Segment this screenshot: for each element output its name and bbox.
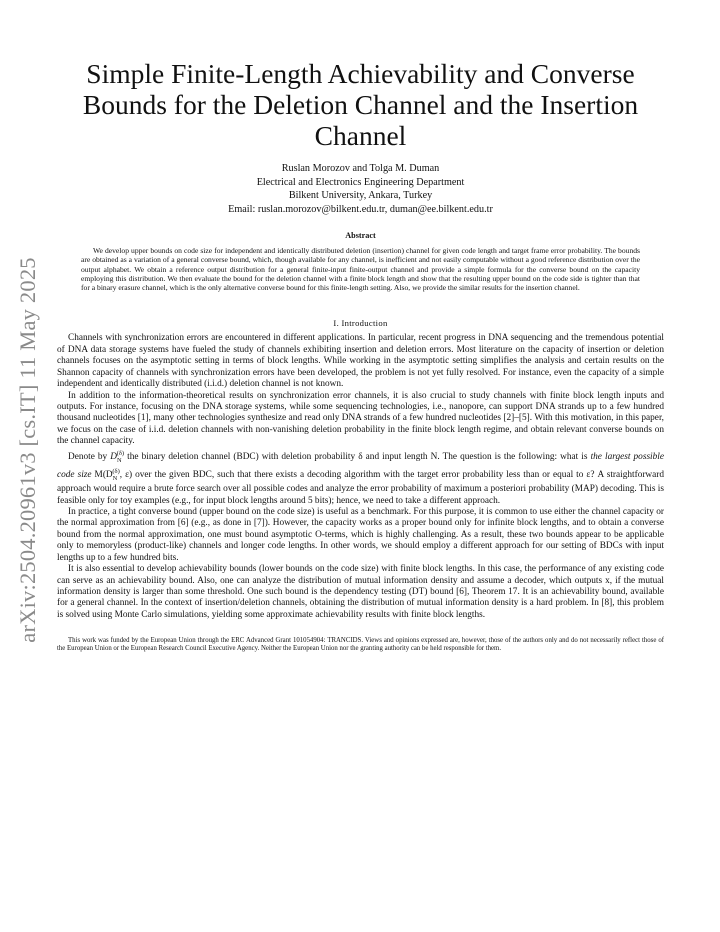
p3-text-b: the binary deletion channel (BDC) with deletion probability δ and input length N. The question is the following: what is [124, 451, 591, 462]
author-department: Electrical and Electronics Engineering Department [256, 176, 465, 188]
author-names: Ruslan Morozov and Tolga M. Duman [281, 163, 440, 174]
title-line-3: Channel [314, 120, 407, 151]
p3-text-c: over the given BDC, such that there exists a decoding algorithm with the target error probability less than or equal to ε? A straightforward approach would require a brute force search over all possible codes and analyze the error probability of maximum a posteriori probability (MAP) decoding. This is feasible only for toy examples (e.g., for input block lengths around 5 bits); hence, we need to take a different approach. [57, 470, 665, 506]
intro-paragraph-4: In practice, a tight converse bound (upper bound on the code size) is useful as a benchmark. For this purpose, it is common to use either the channel capacity or the normal approximation from [6] (e.g., as done in [7]). However, the capacity works as a proper bound only for infinite block lengths, and to obtain a converse bound from the normal approximation, one must bound asymptotic O-terms, which is highly challenging. As a result, these two bounds appear to be applicable only to memoryless (product-like) channels and longer code lengths. In other words, we should employ a different approach for our setting of BDCs with input lengths up to a few hundred bits. [57, 507, 664, 563]
code-size-expr-b: , ε) [119, 470, 133, 480]
paper-title [57, 58, 664, 151]
p3-text-a: Denote by [68, 451, 111, 462]
author-email: Email: ruslan.morozov@bilkent.edu.tr, duman@ee.bilkent.edu.tr [228, 203, 493, 215]
bdc-subscript: N [117, 456, 122, 464]
code-size-subscript: N [112, 474, 118, 482]
section-heading-introduction: I. Introduction [333, 318, 388, 329]
code-size-expr-a: M(D [91, 470, 113, 480]
intro-paragraph-3 [57, 448, 664, 508]
author-block [57, 162, 664, 216]
paper-page [57, 0, 664, 660]
title-line-2: Bounds for the Deletion Channel and the Insertion [82, 89, 639, 120]
bdc-symbol: D [110, 451, 117, 462]
intro-paragraph-1: Channels with synchronization errors are encountered in different applications. In particular, recent progress in DNA sequencing and the tremendous potential of DNA data storage systems have fueled the study of channels exhibiting insertion and deletion errors. Most literature on the capacity of insertion or deletion channels focuses on the asymptotic setting in terms of block lengths. While working in the asymptotic setting simplifies the analysis and certain results on the Shannon capacity of channels with synchronization errors have been developed, the problem is not yet fully resolved. For instance, even the capacity of a simple independent and identically distributed (i.i.d.) deletion channel is not known. [57, 333, 664, 390]
intro-paragraph-2: In addition to the information-theoretical results on synchronization error channels, it is also crucial to study channels with finite block length inputs and outputs. For instance, focusing on the DNA storage systems, while some sequencing technologies, i.e., nanopore, can support DNA strands up to a few hundred thousand nucleotides [1], many other technologies synthesize and read only DNA strands of a few hundred nucleotides [2]–[5]. With this motivation, in this paper, we focus on the case of i.i.d. deletion channels with non-vanishing deletion probability in the finite block length regime, and obtain relevant converse bounds on the channel capacity. [57, 390, 664, 447]
arxiv-identifier-sidebar [14, 230, 42, 670]
code-size-superscript: (δ) [112, 467, 120, 475]
bdc-superscript: (δ) [116, 449, 125, 457]
intro-paragraph-5: It is also essential to develop achievability bounds (lower bounds on the code size) with finite block lengths. In this case, the performance of any existing code can serve as an achievability bound. Also, one can analyze the distribution of mutual information density and assume a decoder, which outputs x, if the mutual information density is larger than some threshold. One such bound is the dependency testing (DT) bound [6], Theorem 17. It is an achievability bound, available for a general channel. In the context of insertion/deletion channels, obtaining the distribution of mutual information density is a hard problem. In [8], this problem is solved using Monte Carlo simulations, yielding some approximate achievability results with finite block lengths. [57, 564, 664, 620]
author-university: Bilkent University, Ankara, Turkey [288, 190, 433, 201]
p3-emphasis: the largest possible code size [57, 451, 665, 480]
abstract-heading: Abstract [345, 231, 376, 240]
funding-footnote: This work was funded by the European Union through the ERC Advanced Grant 101054904: TRANCIDS. Views and opinions expressed are, however, those of the authors only and do not necessarily reflect those of the European Union or the European Research Council Executive Agency. Neither the European Union nor the granting authority can be held responsible for them. [57, 637, 664, 653]
arxiv-id-text: arXiv:2504.20961v3 [cs.IT] 11 May 2025 [15, 257, 40, 643]
title-line-1: Simple Finite-Length Achievability and Converse [86, 58, 635, 89]
abstract-text: We develop upper bounds on code size for independent and identically distributed deletion (insertion) channel for given code length and target frame error probability. The bounds are obtained as a variation of a general converse bound, which, though available for any channel, is inefficient and not easily computable without a good reference distribution over the output alphabet. We obtain a reference output distribution for a general finite-input finite-output channel and provide a simple formula for the converse bound on the capacity employing this distribution. We then evaluate the bound for the deletion channel with a finite block length and show that the resulting upper bound on the code side is tighter than that for a binary erasure channel, which is the only alternative converse bound for this finite-length setting. Also, we provide the similar results for the insertion channel. [81, 246, 640, 293]
